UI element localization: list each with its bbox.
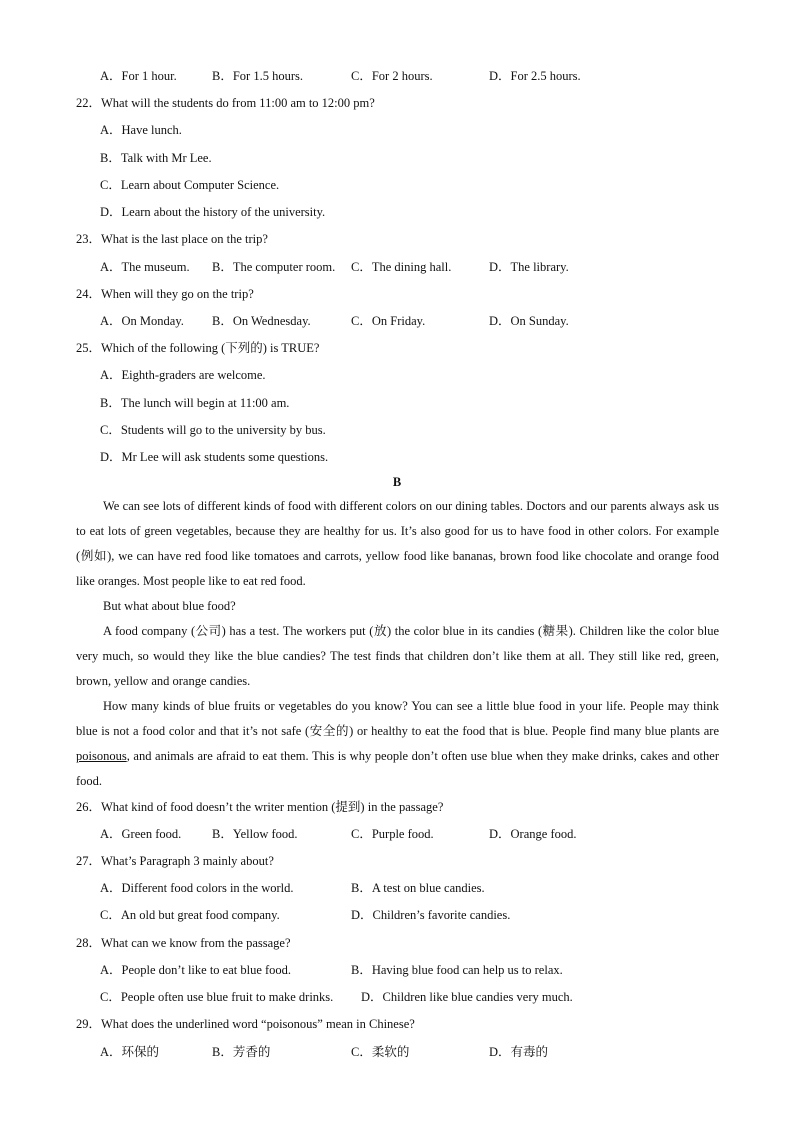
option-b: B．Having blue food can help us to relax. bbox=[351, 963, 563, 977]
option-a: A．On Monday. bbox=[100, 314, 184, 328]
section-heading: B bbox=[392, 475, 402, 489]
option-a: A．Different food colors in the world. bbox=[100, 881, 294, 895]
option-b: B．Talk with Mr Lee. bbox=[100, 151, 212, 165]
paragraph-4-text: How many kinds of blue fruits or vegetables do you know? You can see a little blue food in your life. People may think blue is not a food color and that it’s not safe (安全的) or healthy to eat the food that is blue. People find many blue plants are bbox=[76, 699, 719, 738]
option-a: A．Eighth-graders are welcome. bbox=[100, 368, 266, 382]
option-c: C．For 2 hours. bbox=[351, 69, 433, 83]
option-d: D．Mr Lee will ask students some questions. bbox=[100, 450, 329, 464]
option-c: C．柔软的 bbox=[351, 1045, 410, 1059]
option-b: B．芳香的 bbox=[212, 1045, 271, 1059]
option-b: B．A test on blue candies. bbox=[351, 881, 485, 895]
option-d: D．Children’s favorite candies. bbox=[351, 908, 511, 922]
question-stem: 25．Which of the following (下列的) is TRUE? bbox=[76, 341, 320, 355]
option-a: A．People don’t like to eat blue food. bbox=[100, 963, 292, 977]
option-d: D．有毒的 bbox=[489, 1045, 549, 1059]
option-c: C．People often use blue fruit to make drinks. bbox=[100, 990, 334, 1004]
option-b: B．Yellow food. bbox=[212, 827, 298, 841]
question-stem: 23．What is the last place on the trip? bbox=[76, 232, 268, 246]
option-c: C．An old but great food company. bbox=[100, 908, 280, 922]
option-d: D．Children like blue candies very much. bbox=[361, 990, 573, 1004]
underlined-word: poisonous bbox=[76, 749, 127, 763]
option-b: B．On Wednesday. bbox=[212, 314, 311, 328]
question-stem: 24．When will they go on the trip? bbox=[76, 287, 254, 301]
option-a: A．Green food. bbox=[100, 827, 182, 841]
option-d: D．Learn about the history of the university. bbox=[100, 205, 326, 219]
option-b: B．The lunch will begin at 11:00 am. bbox=[100, 396, 290, 410]
option-a: A．环保的 bbox=[100, 1045, 160, 1059]
question-stem: 26．What kind of food doesn’t the writer mention (提到) in the passage? bbox=[76, 800, 444, 814]
option-d: D．On Sunday. bbox=[489, 314, 569, 328]
option-d: D．The library. bbox=[489, 260, 569, 274]
question-stem: 22．What will the students do from 11:00 am to 12:00 pm? bbox=[76, 96, 375, 110]
option-c: C．The dining hall. bbox=[351, 260, 452, 274]
option-a: A．Have lunch. bbox=[100, 123, 182, 137]
option-d: D．Orange food. bbox=[489, 827, 577, 841]
option-d: D．For 2.5 hours. bbox=[489, 69, 581, 83]
paragraph-2: But what about blue food? bbox=[103, 599, 236, 613]
option-c: C．On Friday. bbox=[351, 314, 426, 328]
question-stem: 27．What’s Paragraph 3 mainly about? bbox=[76, 854, 274, 868]
option-c: C．Learn about Computer Science. bbox=[100, 178, 280, 192]
paragraph-3: A food company (公司) has a test. The workers put (放) the color blue in its candies (糖果). Children like the color blue very much, so would they like the blue candies? The test finds that children don’t like them at all. They still like red, green, brown, yellow and orange candies. bbox=[76, 624, 719, 688]
question-stem: 28．What can we know from the passage? bbox=[76, 936, 291, 950]
paragraph-4-text-end: , and animals are afraid to eat them. This is why people don’t often use blue when they make drinks, cakes and other food. bbox=[76, 749, 719, 788]
option-a: A．The museum. bbox=[100, 260, 190, 274]
question-stem: 29．What does the underlined word “poisonous” mean in Chinese? bbox=[76, 1017, 415, 1031]
option-c: C．Purple food. bbox=[351, 827, 434, 841]
option-c: C．Students will go to the university by bus. bbox=[100, 423, 326, 437]
option-b: B．For 1.5 hours. bbox=[212, 69, 303, 83]
paragraph-1: We can see lots of different kinds of food with different colors on our dining tables. Doctors and our parents always ask us to eat lots of green vegetables, because they are healthy for us. It’s also good for us to have food in other colors. For example (例如), we can have red food like tomatoes and carrots, yellow food like bananas, brown food like chocolate and orange food like oranges. Most people like to eat red food. bbox=[76, 499, 719, 588]
option-a: A．For 1 hour. bbox=[100, 69, 177, 83]
paragraph-4 bbox=[76, 694, 719, 794]
option-b: B．The computer room. bbox=[212, 260, 336, 274]
